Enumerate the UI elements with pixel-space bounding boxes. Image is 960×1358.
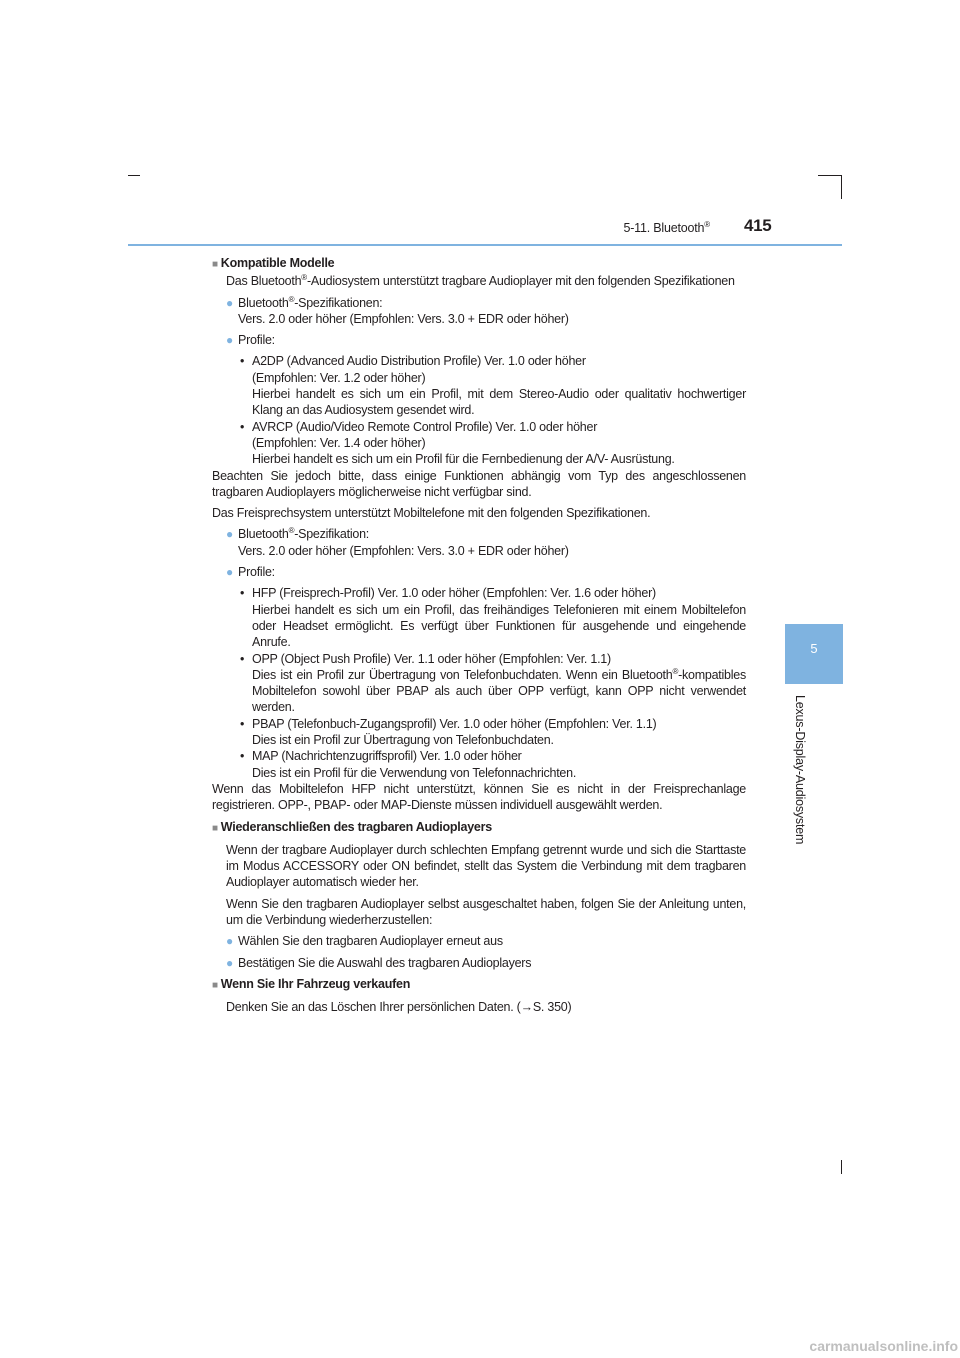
sub-list-item-pbap: • PBAP (Telefonbuch-Zugangsprofil) Ver. 1.0 oder höher (Empfohlen: Ver. 1.1) Dies ist ein Profil zur Übertragung von Telefonbuchdaten. (240, 716, 657, 748)
paragraph: Wenn das Mobiltelefon HFP nicht unterstützt, können Sie es nicht in der Freisprechanlage registrieren. OPP-, PBAP- oder MAP-Dienste müssen individuell ausgewählt werden. (212, 781, 746, 813)
crop-mark-top-right-h (818, 175, 842, 176)
paragraph: Wenn der tragbare Audioplayer durch schlechten Empfang getrennt wurde und sich die Starttaste im Modus ACCESSORY oder ON befindet, stellt das System die Verbindung mit dem tragbaren Audioplayer automatisch wieder her. (226, 842, 746, 890)
sub-list-item-avrcp: • AVRCP (Audio/Video Remote Control Profile) Ver. 1.0 oder höher (Empfohlen: Ver. 1.4 oder höher) Hierbei handelt es sich um ein Profil für die Fernbedienung der A/V- Ausrüstung. (240, 419, 675, 467)
sub-list-item-map: • MAP (Nachrichtenzugriffsprofil) Ver. 1.0 oder höher Dies ist ein Profil für die Verwendung von Telefonnachrichten. (240, 749, 577, 780)
page-number: 415 (744, 216, 772, 235)
list-item: ● Bluetooth®-Spezifikation: Vers. 2.0 oder höher (Empfohlen: Vers. 3.0 + EDR oder höher) (226, 526, 569, 558)
paragraph: Beachten Sie jedoch bitte, dass einige Funktionen abhängig vom Typ des angeschlossenen tragbaren Audioplayers möglicherweise nicht verfügbar sind. (212, 468, 746, 499)
crop-mark-bottom-right-v (841, 1160, 842, 1174)
crop-mark-top-right-v (841, 175, 842, 199)
section-heading-sell-vehicle: ■ Wenn Sie Ihr Fahrzeug verkaufen (212, 976, 411, 991)
arrow-right-icon: → (520, 1000, 533, 1015)
list-item: ● Profile: (226, 565, 275, 580)
section-header: 5-11. Bluetooth® (623, 220, 710, 236)
list-item: ● Profile: (226, 333, 275, 348)
list-item: ● Bestätigen Sie die Auswahl des tragbaren Audioplayers (226, 955, 532, 970)
sub-list-item-opp: • OPP (Object Push Profile) Ver. 1.1 oder höher (Empfohlen: Ver. 1.1) Dies ist ein Profil zur Übertragung von Telefonbuchdaten. Wenn ein Bluetooth®-kompatibles Mobiltelefon sowohl über PBAP als auch über OPP verfügt, kann OPP nicht verwendet werden. (240, 651, 746, 715)
page-reference-link[interactable]: S. 350) (532, 1000, 572, 1015)
watermark: carmanualsonline.info (809, 1338, 958, 1354)
sub-list-item-a2dp: • A2DP (Advanced Audio Distribution Profile) Ver. 1.0 oder höher (Empfohlen: Ver. 1.2 oder höher) Hierbei handelt es sich um ein Profil, mit dem Stereo-Audio oder qualitativ hochwertiger Klang an das Audiosystem gesendet wird. (240, 354, 746, 418)
chapter-tab: 5 (785, 624, 843, 684)
header-rule (128, 244, 842, 246)
dot-bullet-icon: ● (226, 934, 233, 949)
list-item: ● Wählen Sie den tragbaren Audioplayer erneut aus (226, 934, 503, 949)
square-bullet-icon: ■ (212, 259, 218, 270)
square-bullet-icon: ■ (212, 979, 218, 991)
page-content (212, 255, 746, 1015)
sub-list-item-hfp: • HFP (Freisprech-Profil) Ver. 1.0 oder höher (Empfohlen: Ver. 1.6 oder höher) Hierbei handelt es sich um ein Profil, das freihändiges Telefonieren mit einem Mobiltelefon oder Headset ermöglicht. Es verfügt über Funktionen für ausgehende und eingehende Anrufe. (240, 586, 746, 650)
list-item: ● Bluetooth®-Spezifikationen: Vers. 2.0 oder höher (Empfohlen: Vers. 3.0 + EDR oder höher) (226, 294, 569, 326)
paragraph: Denken Sie an das Löschen Ihrer persönlichen Daten. (→S. 350) (226, 1000, 572, 1015)
paragraph: Das Freisprechsystem unterstützt Mobiltelefone mit den folgenden Spezifikationen. (212, 506, 651, 521)
section-heading-reconnect: ■ Wiederanschließen des tragbaren Audioplayers (212, 819, 492, 834)
dot-bullet-icon: ● (226, 565, 233, 580)
chapter-title: Lexus-Display-Audiosystem (793, 695, 807, 845)
dot-bullet-icon: ● (226, 527, 233, 542)
square-bullet-icon: ■ (212, 822, 218, 834)
dot-bullet-icon: ● (226, 333, 233, 348)
paragraph: Das Bluetooth®-Audiosystem unterstützt tragbare Audioplayer mit den folgenden Spezifikationen (226, 273, 735, 289)
paragraph: Wenn Sie den tragbaren Audioplayer selbst ausgeschaltet haben, folgen Sie der Anleitung unten, um die Verbindung wiederherzustellen: (226, 896, 746, 927)
crop-mark-top-left (128, 175, 140, 176)
dot-bullet-icon: ● (226, 295, 233, 310)
dot-bullet-icon: ● (226, 955, 233, 970)
section-heading-compatible-models: ■ Kompatible Modelle (212, 256, 335, 270)
